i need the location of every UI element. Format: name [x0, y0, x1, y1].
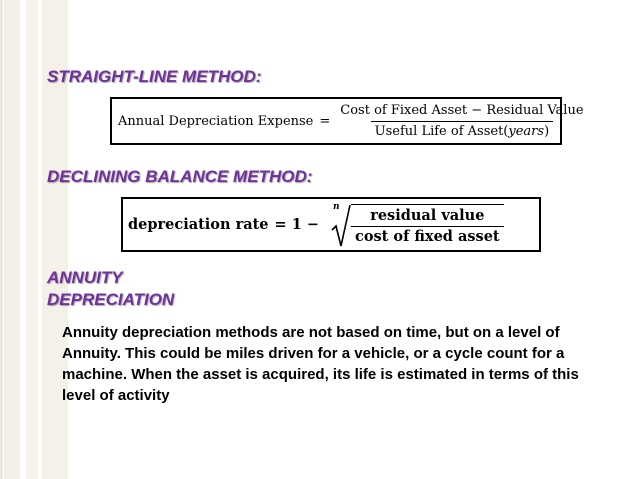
formula-denominator: cost of fixed asset [351, 226, 504, 246]
formula-equals: = [319, 113, 331, 129]
formula-lhs: Annual Depreciation Expense [118, 113, 314, 129]
heading-line: ANNUITY [47, 268, 123, 287]
root-index: n [333, 201, 340, 212]
formula-lhs: depreciation rate [128, 216, 269, 233]
decor-bar [4, 0, 20, 479]
formula-numerator: Cost of Fixed Asset − Residual Value [340, 102, 584, 118]
heading-declining-balance: DECLINING BALANCE METHOD: [47, 167, 313, 186]
denominator-suffix: ) [544, 123, 550, 139]
formula-numerator: residual value [370, 206, 485, 224]
formula-fraction [351, 207, 504, 246]
nth-root [331, 201, 504, 246]
denominator-prefix: Useful Life of Asset( [374, 123, 509, 139]
denominator-variable: years [508, 123, 545, 139]
decor-bar [26, 0, 38, 479]
heading-straight-line: STRAIGHT-LINE METHOD: [47, 67, 262, 86]
formula-fraction [336, 102, 587, 141]
heading-line: DEPRECIATION [47, 290, 175, 309]
root-sign-icon [331, 201, 351, 246]
declining-balance-formula [121, 197, 541, 252]
straight-line-formula [110, 97, 584, 145]
formula-denominator [371, 121, 553, 141]
annuity-description: Annuity depreciation methods are not based on time, but on a level of Annuity. This could be miles driven for a vehicle, or a cycle count for a machine. When the asset is acquired, its life is estimated in terms of this level of activity [62, 324, 579, 404]
heading-annuity-depreciation [47, 267, 174, 311]
formula-equals: = 1 − [274, 216, 320, 233]
root-body [351, 204, 504, 246]
decor-bar [0, 0, 3, 479]
